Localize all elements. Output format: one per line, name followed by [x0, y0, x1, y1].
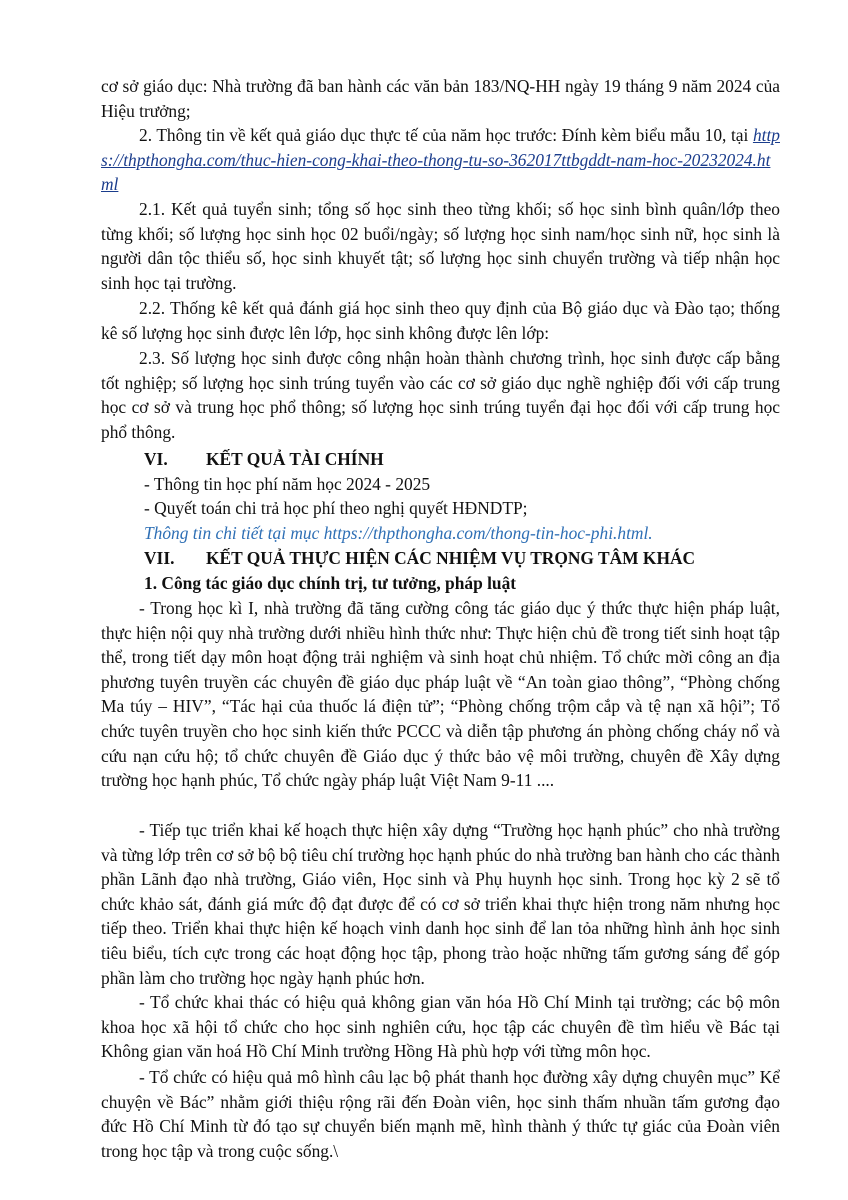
section-vii-title: KẾT QUẢ THỰC HIỆN CÁC NHIỆM VỤ TRỌNG TÂM KHÁC: [206, 548, 696, 568]
section-vi-title: KẾT QUẢ TÀI CHÍNH: [206, 449, 384, 469]
paragraph-2-3: 2.3. Số lượng học sinh được công nhận hoàn thành chương trình, học sinh được cấp bằng tốt nghiệp; số lượng học sinh trúng tuyển vào các cơ sở giáo dục nghề nghiệp đối với cấp trung học cơ sở và trung học phổ thông; số lượng học sinh trúng tuyển đại học đối với cấp trung học phổ thông.: [101, 348, 780, 442]
section-vi-bullet-settlement: - Quyết toán chi trả học phí theo nghị quyết HĐNDTP;: [144, 498, 528, 518]
section-vi-heading: [144, 447, 384, 472]
section-vi-number: VI.: [144, 449, 168, 469]
section-vii-item-radio-club: - Tổ chức có hiệu quả mô hình câu lạc bộ phát thanh học đường xây dựng chuyên mục” Kể chuyện về Bác” nhằm giới thiệu rộng rãi đến Đoàn viên, học sinh thấm nhuần tấm gương đạo đức Hồ Chí Minh từ đó tạo sự chuyển biến mạnh mẽ, hình thành ý thức tự giác của Đoàn viên trong học tập và trong cuộc sống.\: [101, 1067, 780, 1161]
paragraph-2-1: 2.1. Kết quả tuyển sinh; tổng số học sinh theo từng khối; số học sinh bình quân/lớp theo từng khối; số lượng học sinh học 02 buổi/ngày; số lượng học sinh nam/học sinh nữ, học sinh là người dân tộc thiểu số, học sinh khuyết tật; số lượng học sinh chuyển trường và tiếp nhận học sinh học tại trường.: [101, 199, 780, 293]
paragraph-2: [101, 123, 780, 197]
results-link[interactable]: https://thpthongha.com/thuc-hien-cong-khai-theo-thong-tu-so-362017ttbgddt-nam-hoc-20232024.html: [101, 125, 780, 195]
tuition-detail-note: Thông tin chi tiết tại mục https://thpthongha.com/thong-tin-hoc-phi.html.: [144, 523, 653, 543]
section-vii-item-legal-education: - Trong học kì I, nhà trường đã tăng cường công tác giáo dục ý thức thực hiện pháp luật, thực hiện nội quy nhà trường dưới nhiều hình thức như: Thực hiện chủ đề trong tiết sinh hoạt tập thể, trong tiết dạy môn hoạt động trải nghiệm và sinh hoạt chủ nhiệm. Tổ chức mời công an địa phương tuyên truyền các chuyên đề giáo dục pháp luật về “An toàn giao thông”, “Phòng chống Ma túy – HIV”, “Tác hại của thuốc lá điện tử”; “Phòng chống trộm cắp và tệ nạn xã hội”; Tổ chức tuyên truyền cho học sinh kiến thức PCCC và diễn tập phương án phòng chống cháy nổ và cứu nạn cứu hộ; tổ chức chuyên đề Giáo dục ý thức bảo vệ môi trường, chuyên đề Xây dựng trường học hạnh phúc, Tổ chức ngày pháp luật Việt Nam 9-11 ....: [101, 598, 780, 791]
section-vi-bullet-tuition-info: - Thông tin học phí năm học 2024 - 2025: [144, 474, 431, 494]
intro-paragraph: cơ sở giáo dục: Nhà trường đã ban hành các văn bản 183/NQ-HH ngày 19 tháng 9 năm 2024 của Hiệu trưởng;: [101, 76, 780, 121]
section-vii-item-happy-school: - Tiếp tục triển khai kế hoạch thực hiện xây dựng “Trường học hạnh phúc” cho nhà trường và từng lớp trên cơ sở bộ bộ tiêu chí trường học hạnh phúc do nhà trường ban hành cho các thành phần Lãnh đạo nhà trường, Giáo viên, Học sinh và Phụ huynh học sinh. Trong học kỳ 2 sẽ tổ chức khảo sát, đánh giá mức độ đạt được để có cơ sở triển khai thực hiện trong năm nhưng học tiếp theo. Triển khai thực hiện kế hoạch vinh danh học sinh để lan tỏa những hình ảnh học sinh tiêu biểu, tích cực trong các hoạt động học tập, phong trào hoặc những tấm gương sáng để góp phần làm cho trường học ngày hạnh phúc hơn.: [101, 820, 780, 988]
section-vii-subheading: 1. Công tác giáo dục chính trị, tư tưởng, pháp luật: [144, 573, 517, 593]
section-vii-item-ho-chi-minh-space: - Tổ chức khai thác có hiệu quả không gian văn hóa Hồ Chí Minh tại trường; các bộ môn khoa học xã hội tổ chức cho học sinh nghiên cứu, học tập các chuyên đề tìm hiểu về Bác tại Không gian văn hoá Hồ Chí Minh trường Hồng Hà phù hợp với từng môn học.: [101, 992, 780, 1062]
paragraph-2-text: 2. Thông tin về kết quả giáo dục thực tế của năm học trước: Đính kèm biểu mẫu 10, tại: [139, 125, 753, 145]
section-vii-number: VII.: [144, 548, 175, 568]
section-vii-heading: [144, 546, 695, 571]
paragraph-2-2: 2.2. Thống kê kết quả đánh giá học sinh theo quy định của Bộ giáo dục và Đào tạo; thống kê số lượng học sinh được lên lớp, học sinh không được lên lớp:: [101, 298, 780, 343]
